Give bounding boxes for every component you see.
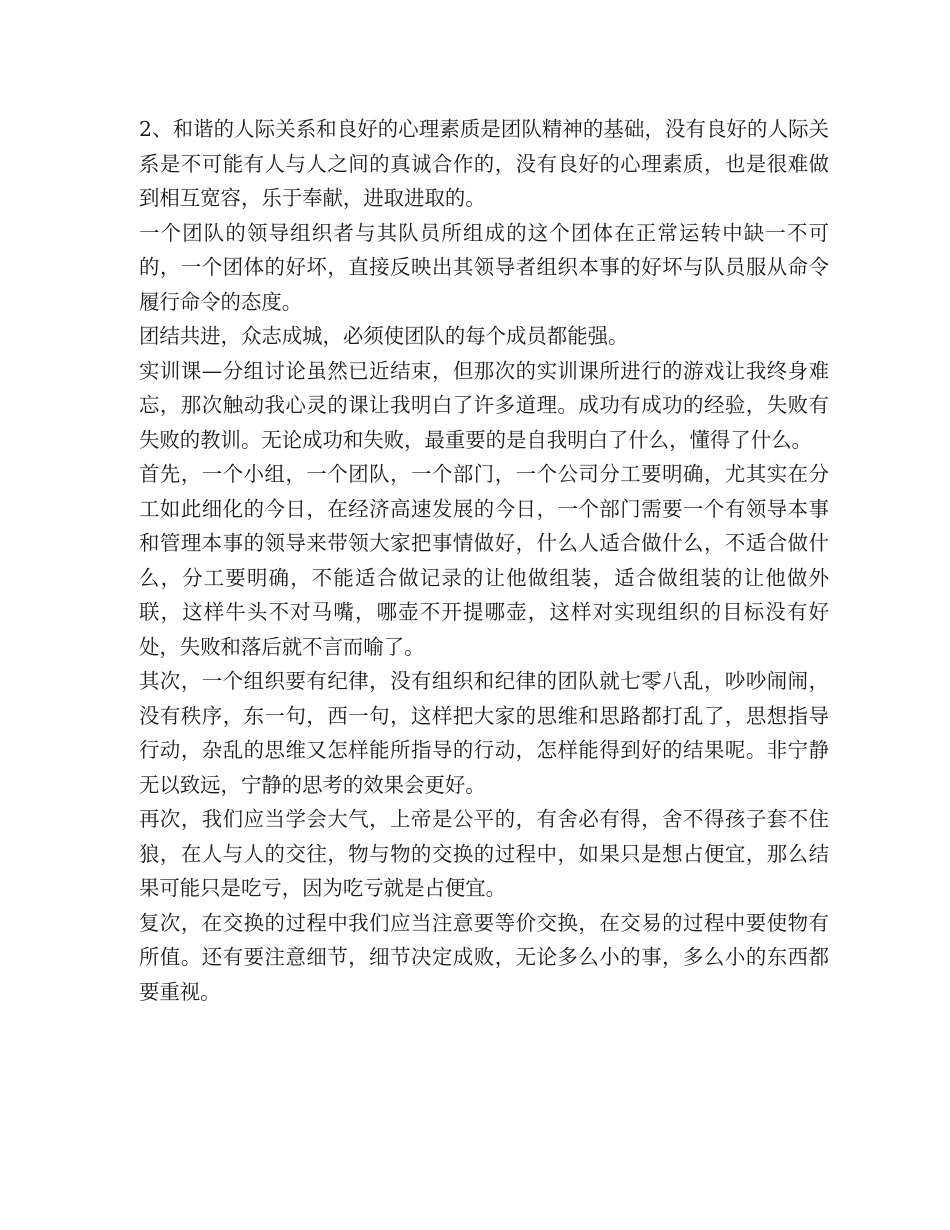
paragraph-second-discipline: 其次，一个组织要有纪律，没有组织和纪律的团队就七零八乱，吵吵闹闹，没有秩序，东一句，西一句，这样把大家的思维和思路都打乱了，思想指导行动，杂乱的思维又怎样能所指导的行动，怎样能得到好的结果呢。非宁静无以致远，宁静的思考的效果会更好。 <box>139 669 829 797</box>
document-body <box>139 112 829 1009</box>
paragraph-training-course: 实训课—分组讨论虽然已近结束，但那次的实训课所进行的游戏让我终身难忘，那次触动我心灵的课让我明白了许多道理。成功有成功的经验，失败有失败的教训。无论成功和失败，最重要的是自我明白了什么，懂得了什么。 <box>139 358 829 452</box>
paragraph-fourth-fair-exchange: 复次，在交换的过程中我们应当注意要等价交换，在交易的过程中要使物有所值。还有要注意细节，细节决定成败，无论多么小的事，多么小的东西都要重视。 <box>139 910 829 1004</box>
paragraph-first-division-of-labor: 首先，一个小组，一个团队，一个部门，一个公司分工要明确，尤其实在分工如此细化的今日，在经济高速发展的今日，一个部门需要一个有领导本事和管理本事的领导来带领大家把事情做好，什么人适合做什么，不适合做什么，分工要明确，不能适合做记录的让他做组装，适合做组装的让他做外联，这样牛头不对马嘴，哪壶不开提哪壶，这样对实现组织的目标没有好处，失败和落后就不言而喻了。 <box>139 462 829 659</box>
paragraph-team-spirit-basis: 2、和谐的人际关系和良好的心理素质是团队精神的基础，没有良好的人际关系是不可能有人与人之间的真诚合作的，没有良好的心理素质，也是很难做到相互宽容，乐于奉献，进取进取的。 <box>139 117 829 210</box>
paragraph-unity: 团结共进，众志成城，必须使团队的每个成员都能强。 <box>139 324 629 348</box>
paragraph-leader-and-members: 一个团队的领导组织者与其队员所组成的这个团体在正常运转中缺一不可的，一个团体的好坏，直接反映出其领导者组织本事的好坏与队员服从命令履行命令的态度。 <box>139 220 829 314</box>
paragraph-third-generosity: 再次，我们应当学会大气，上帝是公平的，有舍必有得，舍不得孩子套不住狼，在人与人的交往，物与物的交换的过程中，如果只是想占便宜，那么结果可能只是吃亏，因为吃亏就是占便宜。 <box>139 807 829 900</box>
